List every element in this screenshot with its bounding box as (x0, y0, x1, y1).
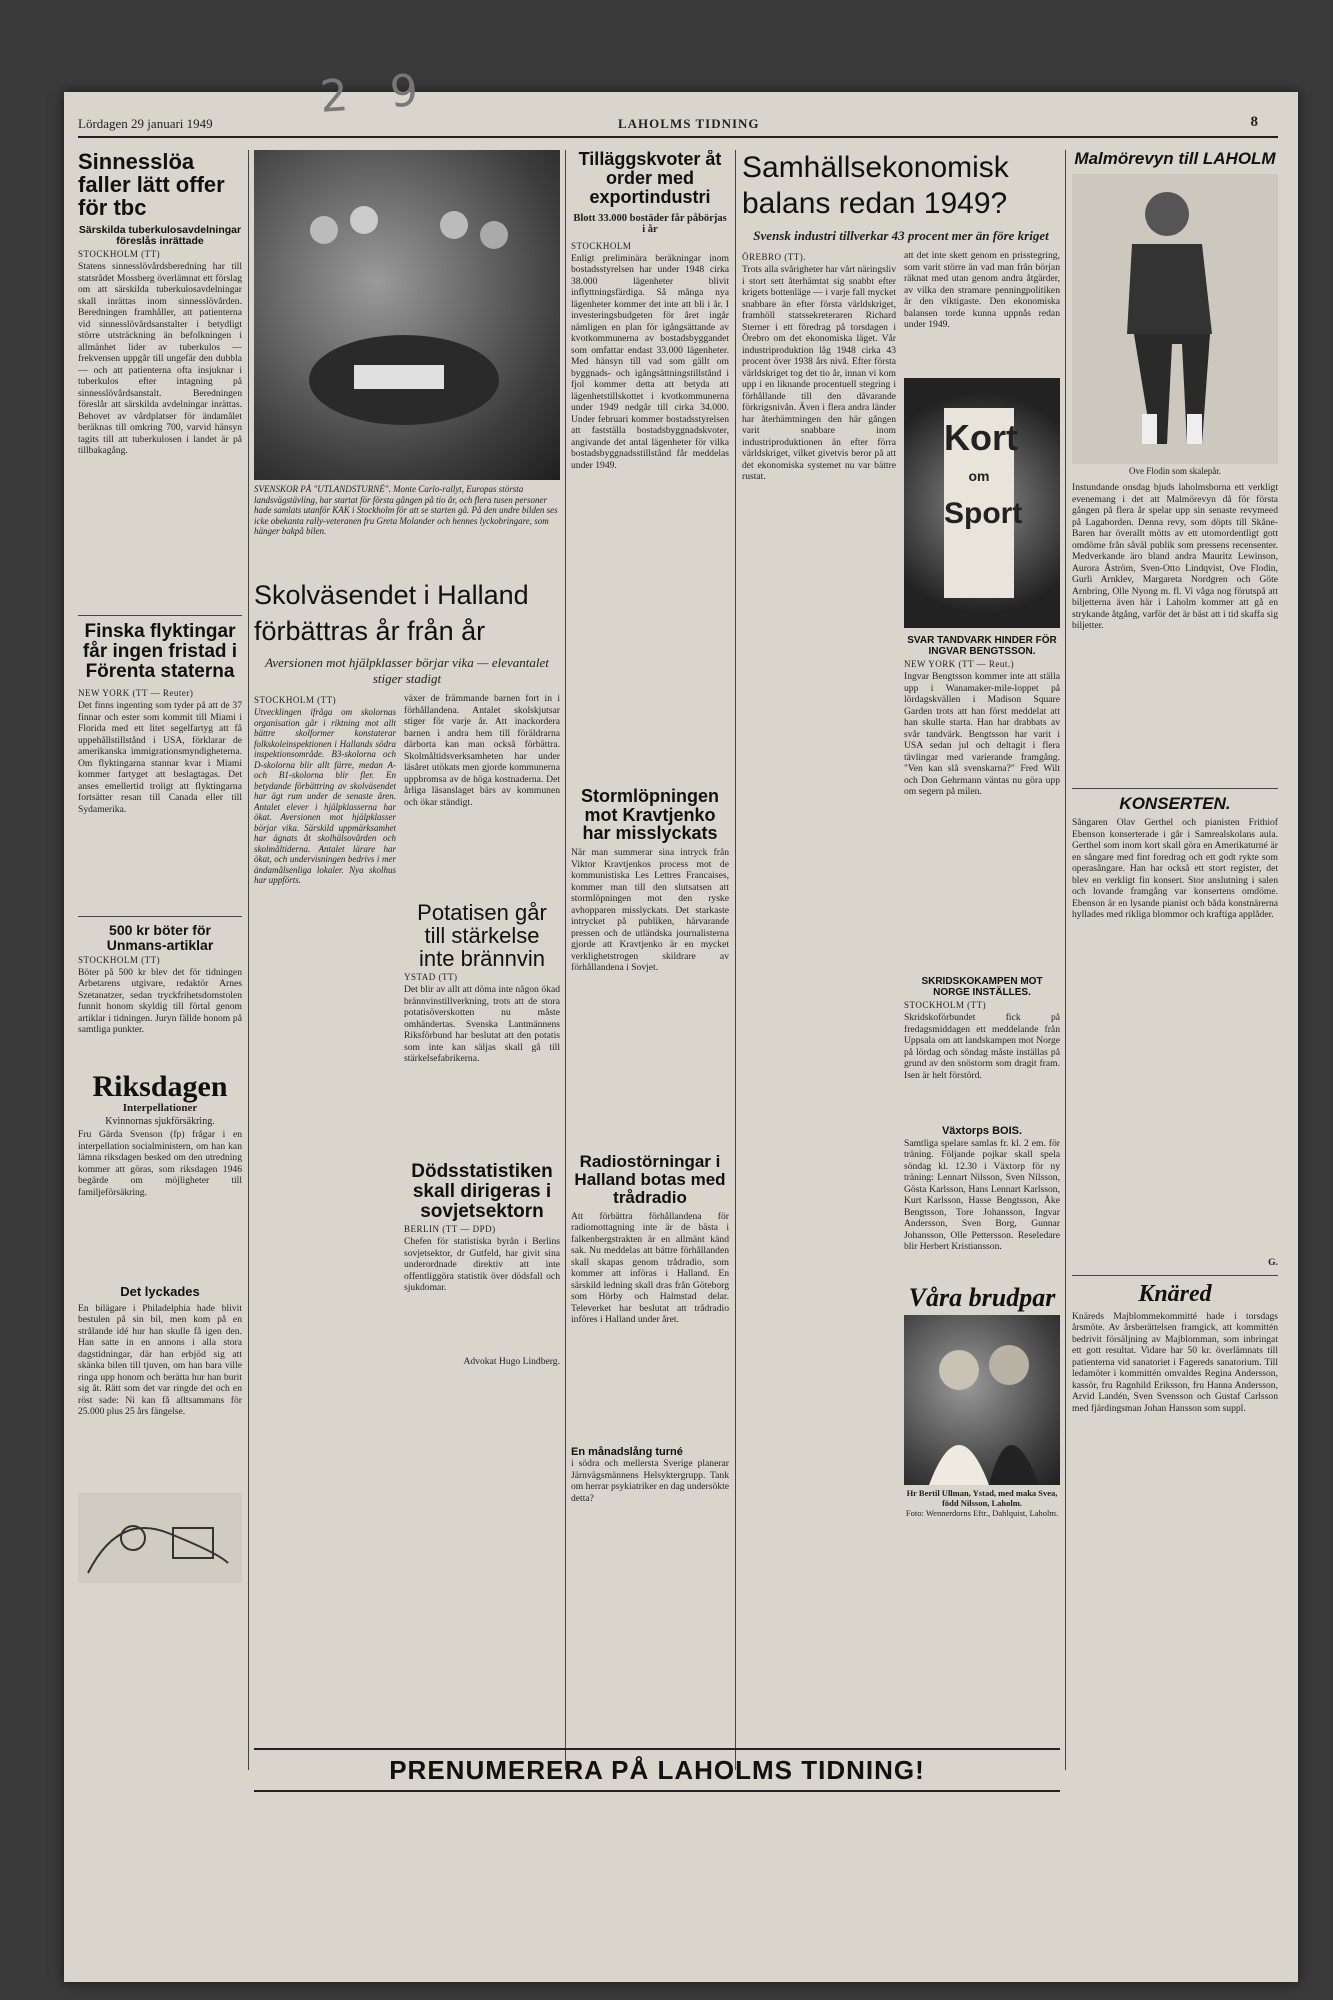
article-dateline: STOCKHOLM (TT) (78, 249, 161, 260)
column-5 (1072, 150, 1278, 1780)
article-dateline: STOCKHOLM (TT) (78, 954, 161, 965)
article-subheadline: Kvinnornas sjukförsäkring. (105, 1116, 215, 1127)
article-headline: Potatisen går till stärkelse inte brännvin (417, 900, 547, 972)
column-rule (565, 150, 566, 1770)
column-3 (571, 150, 729, 1740)
divider (1072, 788, 1278, 789)
article-dateline: YSTAD (TT) (404, 972, 458, 983)
article-subheadline: Blott 33.000 bostäder får påbörjas i år (573, 212, 727, 235)
article-dateline: STOCKHOLM (571, 240, 632, 251)
divider (1072, 1275, 1278, 1276)
article-body: Statens sinnesslövårdsberedning har till statsrådet Mossberg överlämnat ett förslag om att särskilda tuberkulosavdelningar skall inrättas inom sinnesslövården. Beredningen framhåller, att patienterna vid sinnesslövårdsanstalter i betydligt större utsträckning än befolkningen i allmänhet lider av tuberkulos — frekvensen uppgår till ungefär den dubbla — och att patienterna ofta insjuknar i tuberkulos efter intagning på sinnesslövårdsanstalt. Beredningen föreslår att särskilda avdelningar inrättas. Behovet av vårdplatser för ändamålet beräknas till omkring 700, varvid hänsyn tagits till att tuberkulosen i landet är på tillbakagång. (78, 261, 242, 457)
article-dateline: BERLIN (TT — DPD) (404, 1224, 496, 1235)
photo-caption: Hr Bertil Ullman, Ystad, med maka Svea, född Nilsson, Laholm. (906, 1487, 1058, 1508)
article-body: Sångaren Olav Gerthel och pianisten Frithiof Ebenson konserterade i går i Samrealskolans aula. Gerthel som inom kort skall göra en Amerikaturné är en sångare med fint foredrag och ett godt rykte som operasångare. Han har också ett stort register, det blev en verkligt fin konsert. Stor anslutning i salen och lovande framgång var konsertens omdöme. Ebenson är en lysande pianist och båda konstnärerna hyllades med rikliga blommor och kraftiga applåder. (1072, 817, 1278, 921)
subscribe-banner (254, 1748, 1060, 1792)
article-body: Chefen för statistiska byrån i Berlins sovjetsektor, dr Gutfeld, har givit sina underordnade direktiv att inte offentliggöra statistik över dödsfall och sjukdomar. (404, 1236, 560, 1294)
article-headline: KONSERTEN. (1119, 794, 1231, 814)
article-headline: Samhällsekonomisk balans redan 1949? (742, 151, 1009, 220)
article-body: i södra och mellersta Sverige planerar Järnvägsmännens Helsyktergrupp. Tank om herrar psykiatriker en dag undersökte detta? (571, 1458, 729, 1504)
wedding-couple-graphic (904, 1315, 1060, 1485)
sport-label: Sport (944, 497, 1023, 530)
article-headline: Sinnesslöa faller lätt offer för tbc (78, 150, 225, 221)
photo-caption: SVENSKOR PÅ "UTLANDSTURNÉ". Monte Carlo-rallyt, Europas största landsvägstävling, har startat för första gången på tio år, och flera tusen personer hade samlats utanför KAK i Stockholm för att se starten gå. På den undre bilden ses icke obekanta rally-veteranen fru Greta Molander och hennes lyckobringare, som hänger bakpå bilen. (254, 484, 558, 536)
article-subheadline: Svensk industri tillverkar 43 procent mer än före kriget (753, 228, 1049, 243)
article-headline: Tilläggskvoter åt order med exportindustri (578, 150, 722, 207)
article-headline: Växtorps BOIS. (941, 1125, 1023, 1137)
column-rule (248, 150, 249, 1770)
article-body: När man summerar sina intryck från Viktor Kravtjenkos process mot de kommunistiska Les Lettres Francaises, kommer man till den slutsatsen att stormlöpningen mot den ryske avhopparen misslyckats. Det starkaste intrycket på publiken, härvarande pressen och de utländska journalisterna gjorde att Kravtjenko är en mycket verklighetstrogen skildrare av förhållandena i Sovjet. (571, 847, 729, 974)
article-dateline: ÖREBRO (TT). (742, 252, 806, 262)
article-body: Knäreds Majblommekommitté hade i torsdags årsmöte. Av årsberättelsen framgick, att kommittén bedrivit försäljning av Majblomman, som inbringat ett gott resultat. Vidare har 50 kr. överlämnats till patienterna vid sanatoriet i Fagereds sanatorium. Till ledamöter i kommittén omvaldes Regina Andersson, kassör, fru Ragnhild Eriksson, fru Hanna Andersson, Arvid Landén, Sven Svensson och Gustaf Carlsson med fjärdingsman Johan Hansson som suppl. (1072, 1310, 1278, 1414)
performer-figure-graphic (1072, 174, 1278, 464)
kort-om-sport-graphic (904, 378, 1060, 628)
article-body: Enligt preliminära beräkningar inom bostadsstyrelsen har under 1948 cirka 38.000 lägenheter blivit inflyttningsfärdiga. Så många nya lägenheter kommer det inte att bli i år. I investeringsbudgeten för året ingår nämligen en plan för igångsättande av kvotkommunerna av bostadsbyggandet som omfattar endast 33.000 lägenheter. Med hänsyn till vad som gällt om byggnads- och igångsättningstillstånd i fjol kommer detta att betyda att lägenhetstillskottet i kvotkommunerna under 1949 nedgår till cirka 34.000. Under februari kommer bostadsstyrelsen att fastställa bostadsbyggnadskvoter, angivande det antal lägenheter för vilka bostadsbyggnadsstillstånd får meddelas under 1949. (571, 252, 729, 471)
article-body: Böter på 500 kr blev det för tidningen Arbetarens utgivare, redaktör Arnes Szetanatzer, sedan tryckfrihetsdomstolen funnit honom skyldig till förtal genom artiklar i tidningen. Juryn fällde honom på samtliga punkter. (78, 966, 242, 1035)
article-dateline: NEW YORK (TT — Reuter) (78, 688, 194, 699)
article-body: Att förbättra förhållandena för radiomottagning inte är de bästa i falkenbergstrakten är en allmänt känd sak. Nu meddelas att bättre förhållanden skall skapas genom trådradio, som kommer att införas i Halland. En särskild ledning skall dras från Göteborg som Hörby och Halmstad delar. Televerket har beslutat att trådradio införes i Halland under året. (571, 1210, 729, 1326)
article-headline: Finska flyktingar får ingen fristad i Förenta staterna (82, 621, 238, 683)
article-body: Utvecklingen ifråga om skolornas organisation går i riktning mot allt bättre skolformer konstaterar folkskoleinspektionen i Hallands södra inspektionsområde. B3-skolorna och D-skolorna blir allt färre, medan A- och B1-skolorna blir fler. En betydande förbättring av skolväsendet har ägt rum under de senaste åren. Antalet elever i hjälpklasserna har ökat. Aversionen mot hjälpklasser börjar vika. Särskild uppmärksamhet har ägnats åt skolhälsovården och skolmåltiderna. Antalet lärare har ökat, och undervisningen bedrivs i mer ändamålsenliga lokaler. Nya skolhus har uppförts. (254, 707, 396, 885)
cartoon-illustration (78, 1493, 242, 1583)
column-1 (78, 150, 242, 1780)
column-rule (1065, 150, 1066, 1770)
photo-caption: Ove Flodin som skalepår. (1129, 465, 1221, 476)
masthead (78, 112, 1278, 138)
article-body: Skridskoförbundet fick på fredagsmiddagen ett meddelande från Uppsala om att landskampen mot Norge på lördag och söndag måste inställas på grund av den snöstorm som dragit fram. Isen är helt förstörd. (904, 1012, 1060, 1081)
handwritten-page-number: 2 9 (318, 64, 434, 123)
masthead-page-number: 8 (1250, 114, 1258, 130)
article-headline: 500 kr böter för Unmans-artiklar (106, 922, 214, 953)
kort-label: Kort (944, 417, 1018, 458)
article-body: En bilägare i Philadelphia hade blivit bestulen på sin bil, men kom på en strålande idé hur han skulle få igen den. Han satte in en annons i alla stora dagstidningar, där han erbjöd sig att skänka bilen till tjuven, om han bara ville ringa upp honom och berätta hur han burit sig åt. Rätt som det var ringde det och en röst sade: Ni kan få alltsammans för 25.000 plus 25 års fängelse. (78, 1302, 242, 1418)
article-body: Samtliga spelare samlas fr. kl. 2 em. för träning. Följande pojkar skall spela söndag kl. 12.30 i Växtorp för ny träning: Lennart Nilsson, Sven Nilsson, Gösta Karlsson, Hans Lennart Karlsson, Kurt Karlsson, Hasse Bengtsson, Åke Bengtsson, Tore Johansson, Ingvar Andersson, Sven Borg, Gunnar Johansson, Olle Pettersson. Reseledare blir Herbert Kristiansson. (904, 1137, 1060, 1253)
photo-credit: Foto: Wennerdorns Eftr., Dahlquist, Laholm. (905, 1507, 1059, 1518)
article-subheadline: Interpellationer (122, 1102, 198, 1114)
article-dateline: NEW YORK (TT — Reut.) (904, 659, 1015, 669)
article-subheadline: Särskilda tuberkulosavdelningar föreslås inrättade (78, 224, 242, 248)
divider (78, 615, 242, 616)
article-body: Det blir av allt att döma inte någon ökad brännvinstillverkning, trots att de stora potatisöverskotten nu måste omhändertas. Svenska Lantmännens Riksförbund har beslutat att den potatis som inte kan säljas skall gå till stärkelsefabrikerna. (404, 984, 560, 1065)
article-body: Det finns ingenting som tyder på att de 37 finnar och ester som kommit till Miami i Florida med ett litet segelfartyg att få uppehållstillstånd i USA, förklarar de amerikanska immigrationsmyndigheterna. Om flyktingarna stannar kvar i Miami kommer fartyget att beslagtagas. Det anses emellertid troligt att flyktingarna fortsätter resan till Canada eller till Sydamerika. (78, 700, 242, 815)
article-headline: Radiostörningar i Halland botas med trådradio (574, 1152, 726, 1208)
masthead-paper-name: LAHOLMS TIDNING (618, 116, 760, 131)
article-body: växer de främmande barnen fort in i förhållandena. Antalet skolskjutsar stiger för varje år. Att inackordera barnen i andra hem till föräldrarna därborta kan man också förbättra. Skolmåltidsverksamheten har under läsåret utökats men gjorde kommunerna uppbromsa av de höga kostnaderna. Det årliga läsanslaget bärs av kommunen och ökar ständigt. (404, 693, 560, 808)
article-subheadline: Aversionen mot hjälpklasser börjar vika — elevantalet stiger stadigt (265, 655, 549, 686)
article-body: att det inte skett genom en prisstegring, som varit större än vad man från början räknat med utan genom andra åtgärder, av vilka den stramare penningpolitiken är den viktigaste. Den ekonomiska balansen torde kunna uppnås redan under 1949. (904, 250, 1060, 330)
article-headline: Malmörevyn till LAHOLM (1074, 150, 1276, 168)
article-headline: Dödsstatistiken skall dirigeras i sovjetsektorn (411, 1161, 553, 1223)
article-signature: G. (1268, 1257, 1278, 1269)
om-label: om (968, 468, 990, 484)
article-body: Instundande onsdag bjuds laholmsborna ett verkligt evenemang i det att Malmörevyn då för första gången på flera år spelar upp sin senaste revymeed på Lagaborden. Denna revy, som döpts till Skåne-Baren har överallt mötts av ett utomordentligt gott omdöme från såväl publik som pressens recensenter. Medverkande äro bland andra Mauritz Lewinson, Aurora Åström, Sven-Otto Lindqvist, Ove Flodin, Gurli Arnklev, Margareta Nordgren och Göte Arnbring, Olle Nyong m. fl. Vi våga nog förutspå att biljetterna även här i Laholm kommer att gå en strykande åtgång, varför det är bäst att i tid skaffa sig biljetter. (1072, 482, 1278, 632)
article-signature: Advokat Hugo Lindberg. (463, 1356, 560, 1368)
article-dateline: STOCKHOLM (TT) (254, 695, 337, 705)
wedding-photo (904, 1315, 1060, 1485)
article-headline: Det lyckades (120, 1284, 200, 1299)
subscribe-banner-text: PRENUMERERA PÅ LAHOLMS TIDNING! (389, 1755, 925, 1785)
article-headline: Skolväsendet i Halland förbättras år från år (254, 580, 529, 646)
article-headline: Stormlöpningen mot Kravtjenko har misslyckats (581, 785, 719, 844)
masthead-date: Lördagen 29 januari 1949 (78, 116, 213, 131)
article-headline: SVAR TANDVARK HINDER FÖR INGVAR BENGTSSON. (907, 635, 1057, 657)
column-4 (742, 150, 1060, 1780)
rally-car-graphic (254, 150, 560, 480)
article-headline: SKRIDSKOKAMPEN MOT NORGE INSTÄLLES. (921, 976, 1043, 998)
article-headline: Riksdagen (92, 1069, 228, 1103)
article-body: Ingvar Bengtsson kommer inte att ställa upp i Wanamaker-mile-loppet på lördagskvällen i Madison Square Garden trots att han först meddelat att han skulle starta. Han har drabbats av svår tandvärk. Bengtsson har varit i USA sedan jul och deltagit i flera tävlingar med varierande framgång. "Ven kan slå svenskarna?" Fred Wilt och Don Gehrmann väntas nu göra upp om segern på milen. (904, 671, 1060, 797)
article-headline: En månadslång turné (571, 1445, 683, 1458)
article-body: Fru Gärda Svenson (fp) frågar i en interpellation socialministern, om han kan lämna riksdagen besked om den utredning kommer att göras, som riksdagen 1946 begärde om möjligheter till familjeförsäkring. (78, 1129, 242, 1198)
article-body: Trots alla svårigheter har vårt näringsliv i stort sett återhämtat sig snabbt efter krigets bottenläge — i varje fall mycket snabbare än efter första världskriget, framhöll statssekreteraren Richard Sterner i ett föredrag på torsdagen i Örebro om det ekonomiska läget. Vår industriproduktion låg 1948 cirka 43 procent över 1938 års nivå. Efter första världskriget tog det tio år, innan vi kom upp i en liknande procentuell stegring i förhållande till den dåvarande förkrigsnivån. Även i flera andra länder har återhämtningen den här gången varit snabbare inom industriproduktionen än efter förra världskriget, vilket givetvis beror på att det ekonomiska systemet nu var bättre rustat. (742, 264, 896, 482)
article-headline: Våra brudpar (908, 1282, 1056, 1312)
article-dateline: STOCKHOLM (TT) (904, 1000, 987, 1010)
article-headline: Knäred (1138, 1280, 1212, 1307)
performer-photo (1072, 174, 1278, 464)
rally-photo (254, 150, 560, 480)
column-rule (735, 150, 736, 1770)
divider (78, 916, 242, 917)
column-2 (254, 150, 560, 1780)
